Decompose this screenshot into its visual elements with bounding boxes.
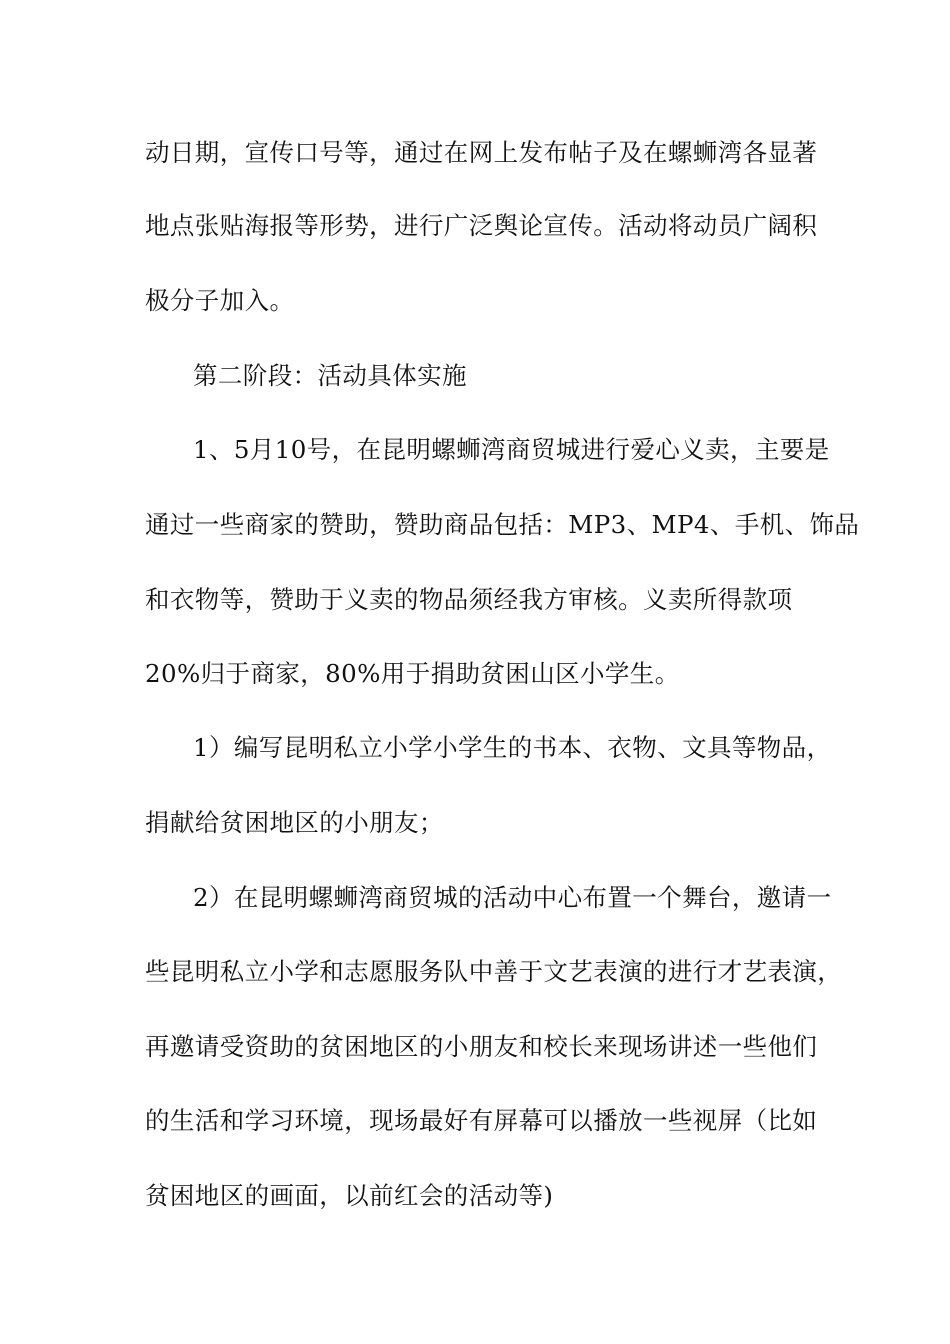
- text-line: 通过一些商家的赞助，赞助商品包括：MP3、MP4、手机、饰品: [145, 510, 860, 539]
- text-line: 再邀请受资助的贫困地区的小朋友和校长来现场讲述一些他们: [145, 1032, 818, 1061]
- text-line: 些昆明私立小学和志愿服务队中善于文艺表演的进行才艺表演，: [145, 957, 843, 986]
- text-line: 极分子加入。: [145, 286, 295, 315]
- text-line: 动日期，宣传口号等，通过在网上发布帖子及在螺蛳湾各显著: [145, 138, 818, 167]
- text-line: 地点张贴海报等形势，进行广泛舆论宣传。活动将动员广阔积: [145, 211, 818, 240]
- text-line: 1、5月10号，在昆明螺蛳湾商贸城进行爱心义卖，主要是: [193, 435, 830, 464]
- text-line: 20%归于商家，80%用于捐助贫困山区小学生。: [145, 659, 680, 688]
- section-heading: 第二阶段：活动具体实施: [193, 361, 467, 390]
- text-line: 2）在昆明螺蛳湾商贸城的活动中心布置一个舞台，邀请一: [193, 883, 832, 912]
- text-line: 贫困地区的画面，以前红会的活动等): [145, 1181, 554, 1210]
- text-line: 1）编写昆明私立小学小学生的书本、衣物、文具等物品，: [193, 733, 832, 762]
- text-line: 和衣物等，赞助于义卖的物品须经我方审核。义卖所得款项: [145, 585, 793, 614]
- text-line: 的生活和学习环境，现场最好有屏幕可以播放一些视屏（比如: [145, 1106, 818, 1135]
- text-line: 捐献给贫困地区的小朋友；: [145, 808, 444, 837]
